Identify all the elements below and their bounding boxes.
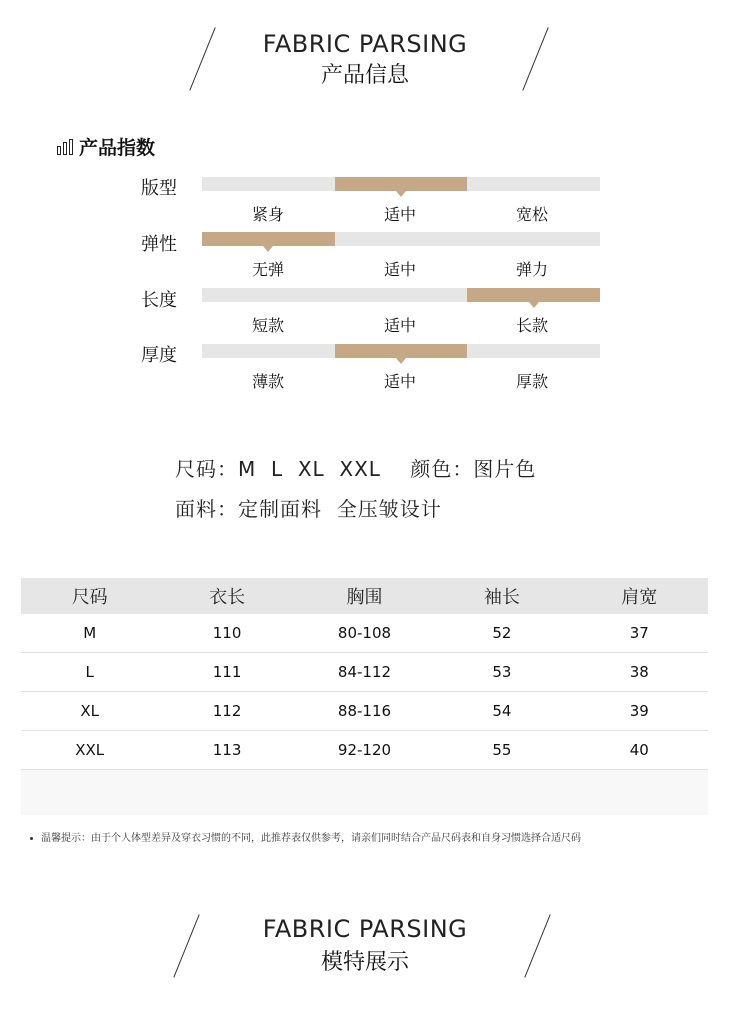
- size-tip-note: [30, 829, 581, 844]
- table-cell: 84-112: [296, 653, 433, 692]
- table-cell: 39: [571, 692, 708, 731]
- table-cell: XL: [21, 692, 158, 731]
- footer-title-zh: 模特展示: [320, 950, 409, 975]
- table-cell: 38: [571, 653, 708, 692]
- table-cell: 40: [571, 731, 708, 770]
- index-marker-icon: [529, 302, 539, 308]
- index-row-label: 长度: [141, 290, 177, 311]
- index-selected-segment: [335, 177, 468, 191]
- table-cell: 52: [433, 614, 570, 653]
- size-table-header-cell: 肩宽: [571, 578, 708, 614]
- size-tip-text: 温馨提示：由于个人体型差异及穿衣习惯的不同，此推荐表仅供参考，请亲们同时结合产品尺码表和自身习惯选择合适尺码: [41, 833, 581, 844]
- index-option: 短款: [251, 316, 284, 335]
- size-color-line: 尺码：M L XL XXL 颜色：图片色: [175, 457, 537, 481]
- table-cell: XXL: [21, 731, 158, 770]
- table-cell: 80-108: [296, 614, 433, 653]
- index-track: [202, 177, 600, 191]
- fabric-line: 面料：定制面料 全压皱设计: [175, 497, 442, 521]
- index-row-label: 厚度: [141, 345, 177, 366]
- bullet-icon: [30, 837, 33, 840]
- table-cell: 54: [433, 692, 570, 731]
- table-row: [21, 731, 708, 770]
- table-cell: 88-116: [296, 692, 433, 731]
- table-row: [21, 614, 708, 653]
- index-option: 适中: [383, 205, 416, 224]
- size-table-header-cell: 胸围: [296, 578, 433, 614]
- footer-title-en: FABRIC PARSING: [262, 915, 468, 943]
- index-marker-icon: [396, 191, 406, 197]
- index-option: 适中: [383, 260, 416, 279]
- table-cell: M: [21, 614, 158, 653]
- table-row: [21, 653, 708, 692]
- index-row-label: 弹性: [141, 234, 177, 255]
- size-table-header-cell: 尺码: [21, 578, 158, 614]
- index-option: 紧身: [251, 205, 284, 224]
- size-table-header-cell: 袖长: [433, 578, 570, 614]
- table-cell: 112: [158, 692, 295, 731]
- table-cell: 110: [158, 614, 295, 653]
- table-row-empty: [21, 770, 708, 816]
- table-cell: 53: [433, 653, 570, 692]
- table-cell: L: [21, 653, 158, 692]
- table-row: [21, 692, 708, 731]
- table-cell: 111: [158, 653, 295, 692]
- index-option: 适中: [383, 316, 416, 335]
- index-option: 适中: [383, 372, 416, 391]
- index-row-label: 版型: [141, 178, 177, 199]
- size-table: [21, 578, 708, 815]
- size-table-header: [21, 578, 708, 614]
- index-marker-icon: [263, 246, 273, 252]
- index-option: 弹力: [515, 260, 548, 279]
- header-title-zh: 产品信息: [320, 63, 409, 88]
- table-cell: 37: [571, 614, 708, 653]
- table-cell: 92-120: [296, 731, 433, 770]
- index-selected-segment: [467, 288, 600, 302]
- index-selected-segment: [335, 344, 468, 358]
- table-cell: 55: [433, 731, 570, 770]
- index-section-label: 产品指数: [79, 137, 156, 159]
- index-track: [202, 288, 600, 302]
- index-option: 宽松: [515, 205, 548, 224]
- index-selected-segment: [202, 232, 335, 246]
- index-section-title: [57, 133, 155, 160]
- index-option: 厚款: [515, 372, 548, 391]
- index-track: [202, 232, 600, 246]
- table-cell: 113: [158, 731, 295, 770]
- index-option: 长款: [515, 316, 548, 335]
- header-title-en: FABRIC PARSING: [262, 30, 468, 58]
- index-track: [202, 344, 600, 358]
- index-option: 薄款: [251, 372, 284, 391]
- index-marker-icon: [396, 358, 406, 364]
- index-option: 无弹: [251, 260, 284, 279]
- bar-chart-icon: [57, 139, 73, 155]
- size-table-header-cell: 衣长: [158, 578, 295, 614]
